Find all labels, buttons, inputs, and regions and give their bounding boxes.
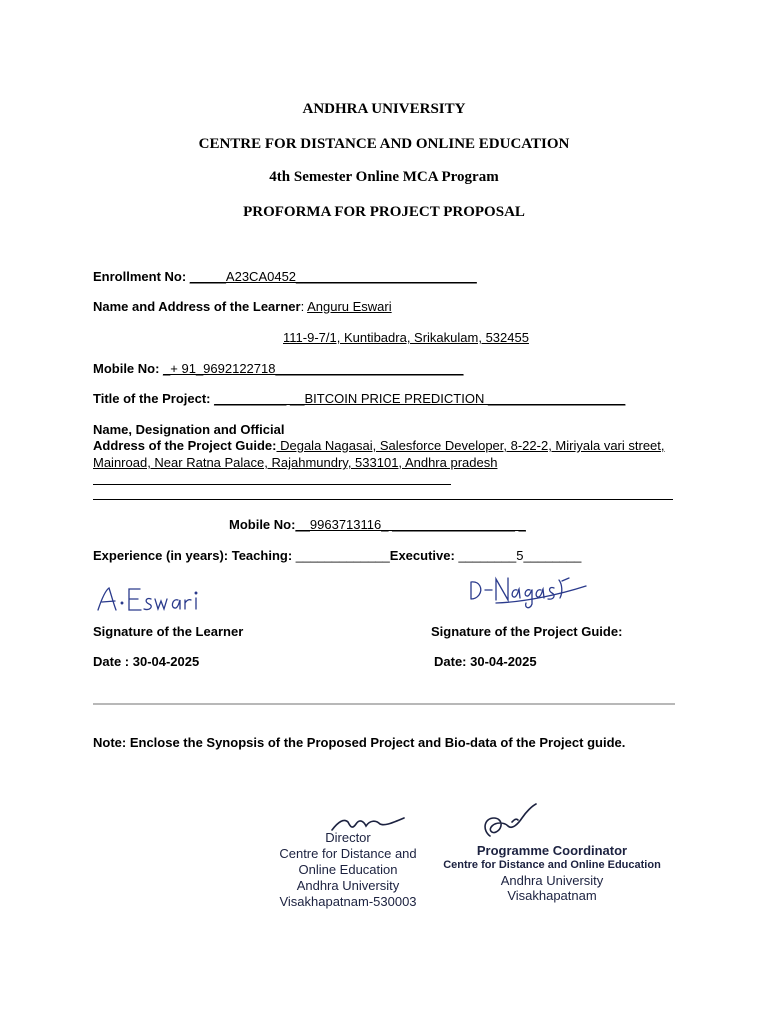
blank-line-2	[93, 499, 673, 500]
learner-name: Anguru Eswari	[307, 299, 392, 314]
guide-mobile-label: Mobile No:	[229, 517, 296, 532]
mobile-row	[93, 361, 463, 376]
project-row	[93, 391, 625, 406]
director-stamp-line: Online Education	[298, 862, 398, 877]
guide-mobile-row	[229, 517, 526, 532]
guide-address-line1: Degala Nagasai, Salesforce Developer, 8-22-2, Miriyala vari street,	[276, 438, 665, 453]
director-stamp-line: Centre for Distance and	[279, 846, 417, 861]
learner-signature-label: Signature of the Learner	[93, 624, 244, 639]
executive-value: ________5________	[458, 548, 582, 563]
director-stamp-line: Director	[325, 830, 371, 845]
guide-date: Date: 30-04-2025	[434, 654, 537, 669]
enrollment-label: Enrollment No:	[93, 269, 190, 284]
separator-line	[93, 703, 675, 705]
executive-label: Executive:	[389, 548, 459, 563]
guide-mobile-value: __9963713116_ _________________ _	[295, 517, 526, 532]
project-value: __________ __BITCOIN PRICE PREDICTION ___________________	[214, 391, 626, 406]
note-text: Note: Enclose the Synopsis of the Proposed Project and Bio-data of the Project guide.	[93, 735, 626, 750]
coordinator-stamp	[436, 843, 668, 903]
guide-address-line2: Mainroad, Near Ratna Palace, Rajahmundry, 533101, Andhra pradesh	[93, 455, 498, 470]
learner-label: Name and Address of the Learner	[93, 299, 301, 314]
enrollment-row	[93, 269, 477, 284]
guide-signature-image	[466, 572, 592, 612]
director-stamp-line: Visakhapatnam-530003	[279, 894, 417, 909]
director-stamp	[268, 830, 428, 910]
university-title: ANDHRA UNIVERSITY	[302, 101, 466, 117]
mobile-value: _+ 91_9692122718__________________________	[163, 361, 464, 376]
centre-title: CENTRE FOR DISTANCE AND ONLINE EDUCATION	[198, 136, 570, 152]
teaching-value: _____________	[295, 548, 390, 563]
experience-label: Experience (in years): Teaching:	[93, 548, 296, 563]
guide-label-line1: Name, Designation and Official	[93, 422, 285, 437]
coordinator-stamp-line: Centre for Distance and Online Education	[443, 859, 661, 871]
enrollment-value: _____A23CA0452_________________________	[189, 269, 477, 284]
experience-row	[93, 548, 581, 563]
proforma-title: PROFORMA FOR PROJECT PROPOSAL	[243, 204, 525, 220]
guide-signature-label: Signature of the Project Guide:	[431, 624, 623, 639]
guide-row	[93, 438, 665, 453]
learner-colon: :	[300, 299, 308, 314]
director-stamp-line: Andhra University	[296, 878, 400, 893]
learner-date: Date : 30-04-2025	[93, 654, 200, 669]
coordinator-stamp-line: Visakhapatnam	[507, 888, 597, 903]
coordinator-stamp-line: Andhra University	[500, 873, 604, 888]
learner-signature-image	[94, 584, 204, 616]
coordinator-signature-image	[478, 800, 542, 842]
learner-address: 111-9-7/1, Kuntibadra, Srikakulam, 532455	[283, 330, 529, 345]
blank-line-1	[93, 484, 451, 485]
guide-label-line2: Address of the Project Guide:	[93, 438, 277, 453]
coordinator-stamp-line: Programme Coordinator	[476, 843, 628, 858]
project-label: Title of the Project:	[93, 391, 215, 406]
learner-row	[93, 299, 392, 314]
mobile-label: Mobile No:	[93, 361, 164, 376]
program-title: 4th Semester Online MCA Program	[269, 169, 499, 185]
